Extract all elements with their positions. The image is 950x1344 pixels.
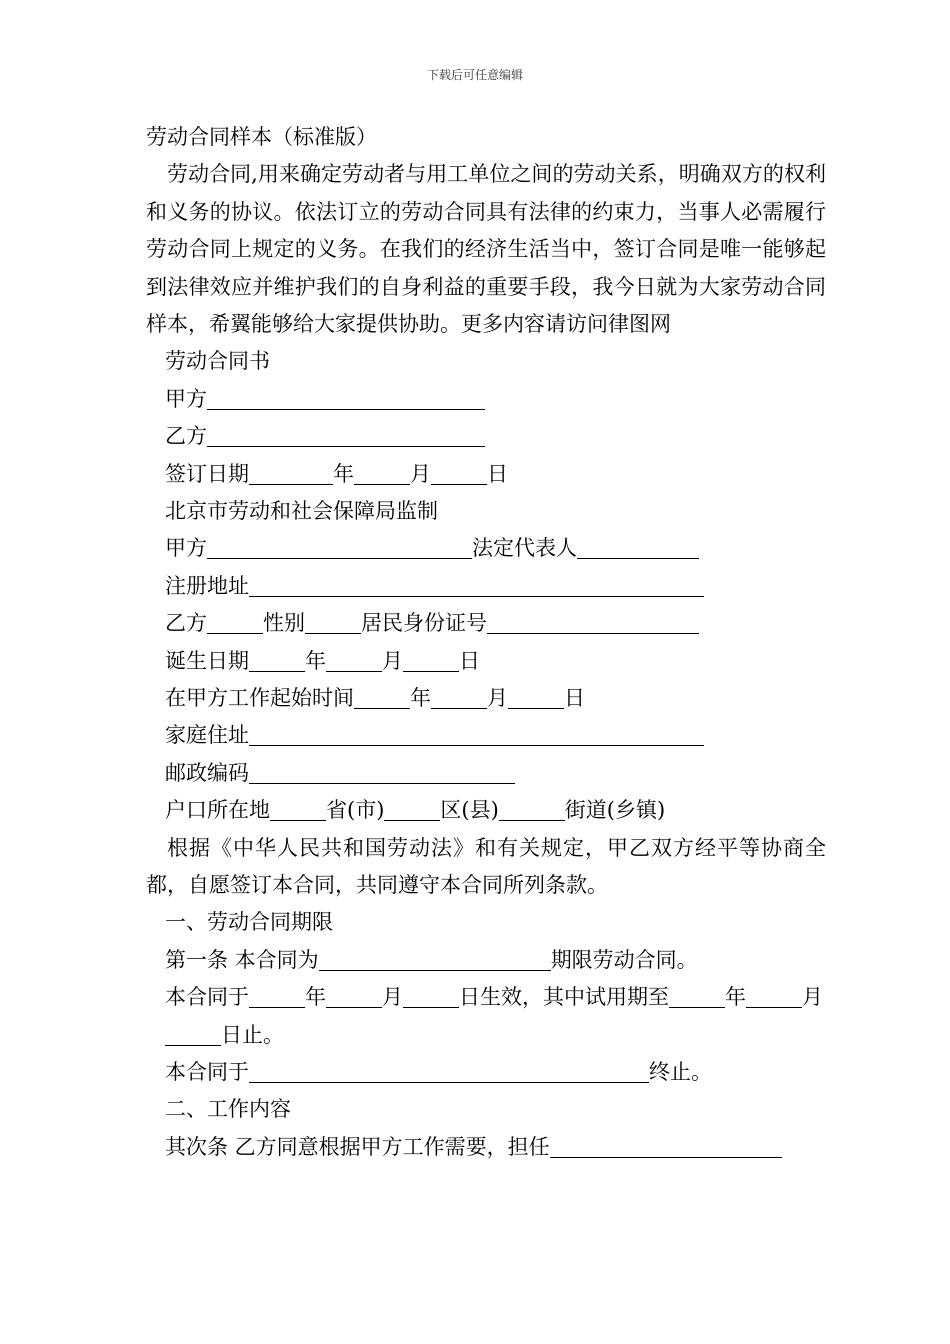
postcode-line: 邮政编码 bbox=[146, 755, 826, 792]
basis-paragraph: 根据《中华人民共和国劳动法》和有关规定，甲乙双方经平等协商全都，自愿签订本合同，共同遵守本合同所列条款。 bbox=[146, 835, 826, 897]
article2-line: 其次条 乙方同意根据甲方工作需要，担任 bbox=[146, 1129, 826, 1166]
hukou-district-blank bbox=[384, 798, 440, 821]
start-month-blank bbox=[431, 686, 487, 709]
contract-document bbox=[146, 119, 826, 1166]
birth-month-blank bbox=[326, 649, 382, 672]
employer-line: 甲方 法定代表人 bbox=[146, 530, 826, 567]
effective-day-blank bbox=[403, 985, 459, 1008]
supervisor-line: 北京市劳动和社会保障局监制 bbox=[165, 498, 438, 523]
document-title: 劳动合同样本（标准版） bbox=[146, 125, 377, 149]
hukou-street-blank bbox=[499, 798, 565, 821]
cover-party-b-line: 乙方 bbox=[146, 418, 826, 455]
section2-heading: 二、工作内容 bbox=[165, 1097, 291, 1122]
intro-paragraph: 劳动合同,用来确定劳动者与用工单位之间的劳动关系，明确双方的权利和义务的协议。依法订立的劳动合同具有法律的约束力，当事人必需履行劳动合同上规定的义务。在我们的经济生活当中，签订合同是唯一能够起到法律效应并维护我们的自身利益的重要手段，我今日就为大家劳动合同样本，希翼能够给大家提供协助。更多内容请访问律图网 bbox=[146, 162, 826, 337]
party-b-blank bbox=[207, 424, 485, 447]
section1-heading: 一、劳动合同期限 bbox=[165, 910, 333, 935]
birth-day-blank bbox=[403, 649, 459, 672]
employer-name-blank bbox=[207, 536, 472, 559]
sign-day-blank bbox=[431, 462, 487, 485]
employee-name-blank bbox=[207, 611, 263, 634]
probation-year-blank bbox=[669, 985, 725, 1008]
effective-date-line: 本合同于 年 月 日生效，其中试用期至 年 月日止。 bbox=[165, 985, 823, 1047]
effective-month-blank bbox=[326, 985, 382, 1008]
sign-date-line: 签订日期 年 月 日 bbox=[165, 461, 508, 486]
termination-blank bbox=[249, 1060, 649, 1083]
start-day-blank bbox=[508, 686, 564, 709]
article1-line: 第一条 本合同为 期限劳动合同。 bbox=[165, 947, 698, 972]
party-a-blank bbox=[207, 387, 485, 410]
cover-party-a-line: 甲方 bbox=[146, 381, 826, 418]
legal-rep-blank bbox=[577, 536, 699, 559]
id-number-blank bbox=[487, 611, 699, 634]
home-address-blank bbox=[249, 723, 704, 746]
header-note: 下载后可任意编辑 bbox=[426, 68, 523, 82]
start-year-blank bbox=[354, 686, 410, 709]
probation-day-blank bbox=[165, 1023, 221, 1046]
termination-line: 本合同于 终止。 bbox=[165, 1059, 712, 1084]
probation-month-blank bbox=[746, 985, 802, 1008]
contract-term-type-blank bbox=[319, 948, 551, 971]
position-blank bbox=[550, 1135, 782, 1158]
cover-heading: 劳动合同书 bbox=[165, 349, 270, 374]
reg-address-blank bbox=[249, 574, 704, 597]
employee-line: 乙方 性别 居民身份证号 bbox=[146, 605, 826, 642]
reg-address-line: 注册地址 bbox=[146, 568, 826, 605]
home-address-line: 家庭住址 bbox=[146, 717, 826, 754]
hukou-line: 户口所在地 省(市) 区(县) 街道(乡镇) bbox=[165, 798, 666, 823]
sign-year-blank bbox=[249, 462, 333, 485]
effective-year-blank bbox=[249, 985, 305, 1008]
postcode-blank bbox=[249, 761, 515, 784]
gender-blank bbox=[305, 611, 361, 634]
start-time-line: 在甲方工作起始时间 年 月 日 bbox=[165, 685, 585, 710]
sign-month-blank bbox=[354, 462, 410, 485]
hukou-province-blank bbox=[270, 798, 326, 821]
birth-year-blank bbox=[249, 649, 305, 672]
birth-date-line: 诞生日期 年 月 日 bbox=[165, 648, 480, 673]
